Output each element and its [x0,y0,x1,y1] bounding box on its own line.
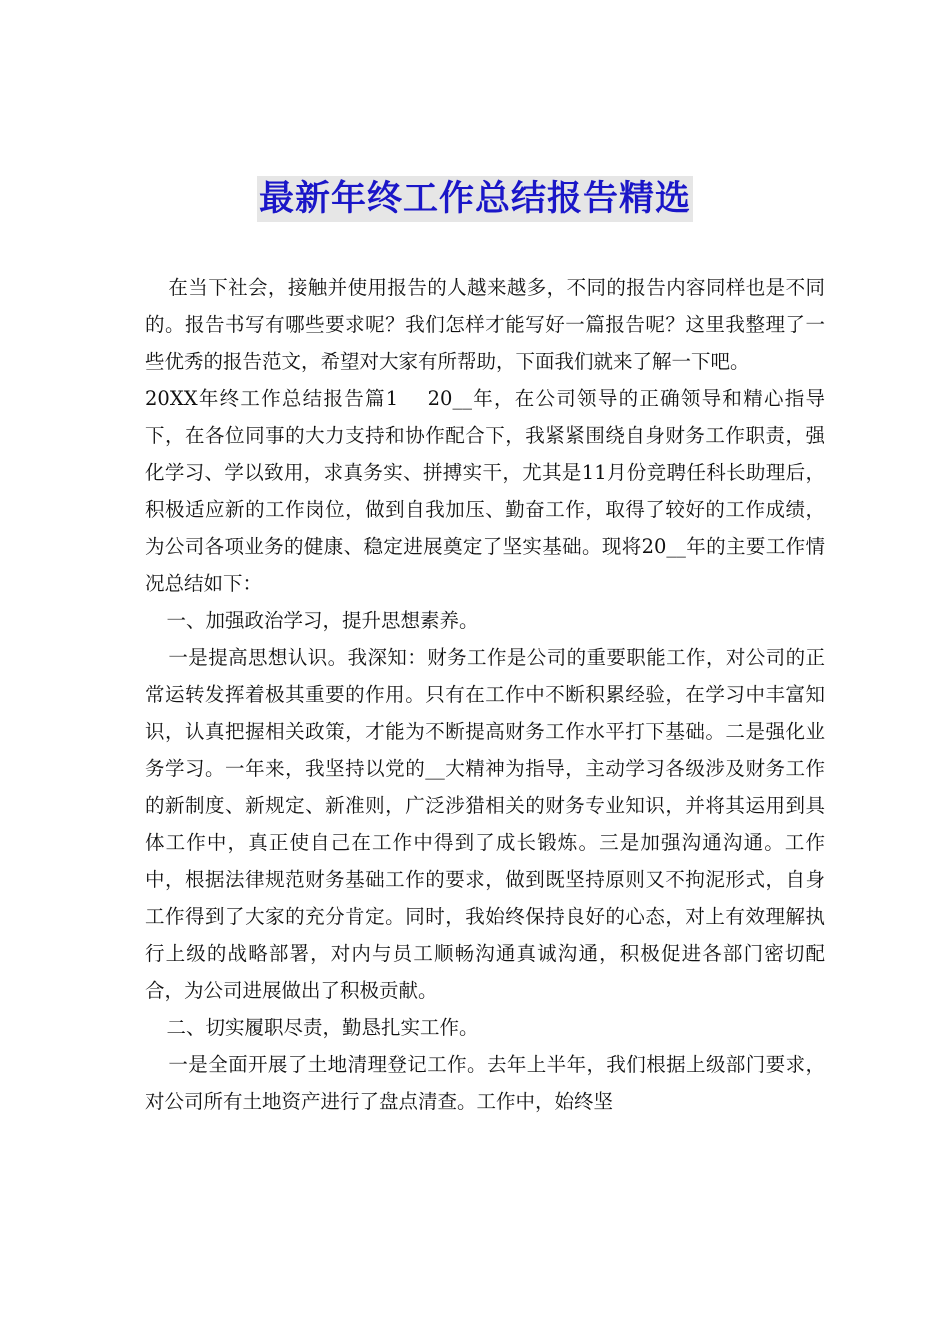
document-title: 最新年终工作总结报告精选 [257,176,693,222]
section-2-paragraph: 一是全面开展了土地清理登记工作。去年上半年，我们根据上级部门要求，对公司所有土地资产进行了盘点清查。工作中，始终坚 [145,1053,825,1113]
title-container [0,176,950,222]
section-heading-2: 二、切实履职尽责，勤恳扎实工作。 [166,1016,479,1039]
section-heading-1: 一、加强政治学习，提升思想素养。 [166,609,479,632]
intro-paragraph: 在当下社会，接触并使用报告的人越来越多，不同的报告内容同样也是不同的。报告书写有哪些要求呢？我们怎样才能写好一篇报告呢？这里我整理了一些优秀的报告范文，希望对大家有所帮助，下面我们就来了解一下吧。 [145,276,825,373]
section-1-paragraph: 一是提高思想认识。我深知：财务工作是公司的重要职能工作，对公司的正常运转发挥着极其重要的作用。只有在工作中不断积累经验，在学习中丰富知识，认真把握相关政策，才能为不断提高财务工作水平打下基础。二是强化业务学习。一年来，我坚持以党的__大精神为指导，主动学习各级涉及财务工作的新制度、新规定、新准则，广泛涉猎相关的财务专业知识，并将其运用到具体工作中，真正使自己在工作中得到了成长锻炼。三是加强沟通沟通。工作中，根据法律规范财务基础工作的要求，做到既坚持原则又不拘泥形式，自身工作得到了大家的充分肯定。同时，我始终保持良好的心态，对上有效理解执行上级的战略部署，对内与员工顺畅沟通真诚沟通，积极促进各部门密切配合，为公司进展做出了积极贡献。 [145,646,825,1002]
report-opening-paragraph: 20XX年终工作总结报告篇1 20__年，在公司领导的正确领导和精心指导下，在各位同事的大力支持和协作配合下，我紧紧围绕自身财务工作职责，强化学习、学以致用，求真务实、拼搏实干，尤其是11月份竞聘任科长助理后，积极适应新的工作岗位，做到自我加压、勤奋工作，取得了较好的工作成绩，为公司各项业务的健康、稳定进展奠定了坚实基础。现将20__年的主要工作情况总结如下： [145,387,825,595]
document-body [145,269,825,1120]
